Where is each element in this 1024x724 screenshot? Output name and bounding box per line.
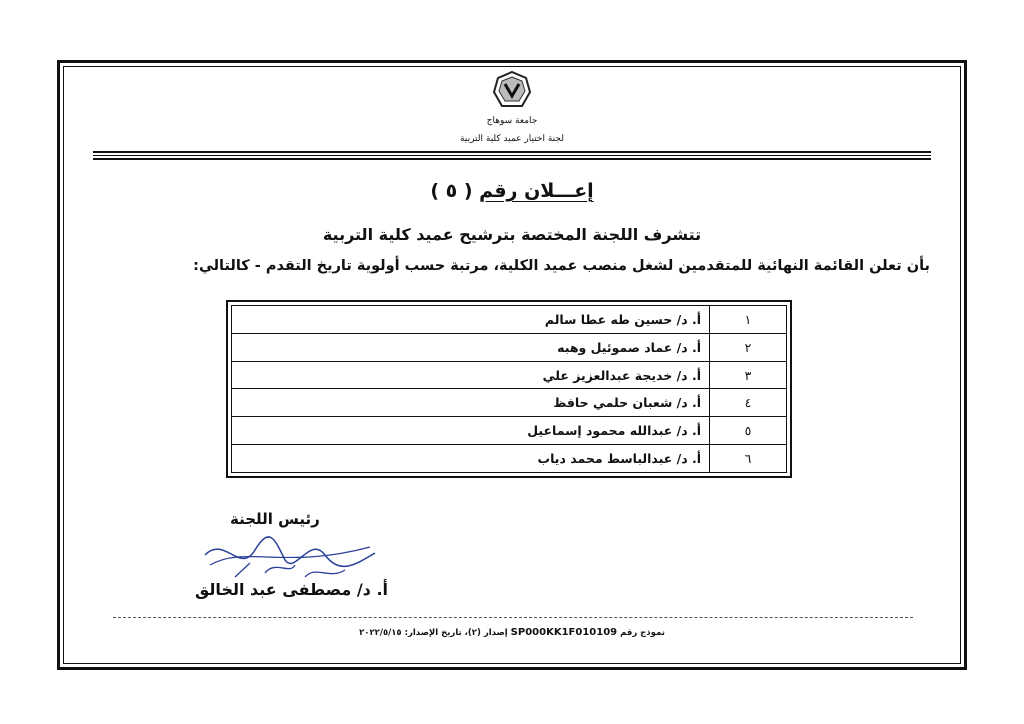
table-row — [232, 389, 787, 417]
announcement-subtitle: تتشرف اللجنة المختصة بترشيح عميد كلية التربية — [322, 225, 702, 244]
form-issue: إصدار (٢)، تاريخ الإصدار: ٢٠٢٢/٥/١٥ — [359, 628, 508, 638]
header-rule — [93, 158, 931, 160]
announcement-intro: بأن تعلن القائمة النهائية للمتقدمين لشغل منصب عميد الكلية، مرتبة حسب أولوية تاريخ التقدم - كالتالي: — [193, 258, 930, 274]
row-number: ٤ — [710, 389, 787, 417]
signature-icon — [195, 525, 385, 585]
candidate-name: أ. د/ خديجة عبدالعزيز علي — [232, 361, 710, 389]
candidates-table — [231, 305, 787, 473]
row-number: ٣ — [710, 361, 787, 389]
row-number: ٢ — [710, 333, 787, 361]
candidate-name: أ. د/ عبدالله محمود إسماعيل — [232, 417, 710, 445]
announcement-number: ( ٥ ) — [430, 180, 473, 202]
form-label: نموذج رقم — [620, 628, 665, 638]
candidates-table-frame — [226, 300, 792, 478]
form-code: SP000KK1F010109 — [510, 627, 618, 638]
table-row — [232, 361, 787, 389]
candidate-name: أ. د/ حسين طه عطا سالم — [232, 306, 710, 334]
header-rule — [93, 155, 931, 156]
row-number: ٥ — [710, 417, 787, 445]
candidate-name: أ. د/ عبدالباسط محمد دياب — [232, 445, 710, 473]
footer-rule — [113, 617, 913, 618]
table-row — [232, 445, 787, 473]
table-row — [232, 417, 787, 445]
header-rule — [93, 151, 931, 153]
chair-title: رئيس اللجنة — [230, 510, 320, 528]
chair-name: أ. د/ مصطفى عبد الخالق — [195, 580, 389, 599]
form-footer — [0, 627, 1024, 638]
university-logo-icon — [492, 70, 532, 110]
row-number: ١ — [710, 306, 787, 334]
table-row — [232, 306, 787, 334]
committee-name: لجنة اختيار عميد كلية التربية — [460, 134, 564, 144]
announcement-title-text: إعـــلان رقم — [479, 180, 594, 202]
table-row — [232, 333, 787, 361]
candidate-name: أ. د/ عماد صموئيل وهبه — [232, 333, 710, 361]
university-name: جامعة سوهاج — [486, 116, 538, 126]
announcement-title — [0, 180, 1024, 202]
row-number: ٦ — [710, 445, 787, 473]
candidate-name: أ. د/ شعبان حلمي حافظ — [232, 389, 710, 417]
